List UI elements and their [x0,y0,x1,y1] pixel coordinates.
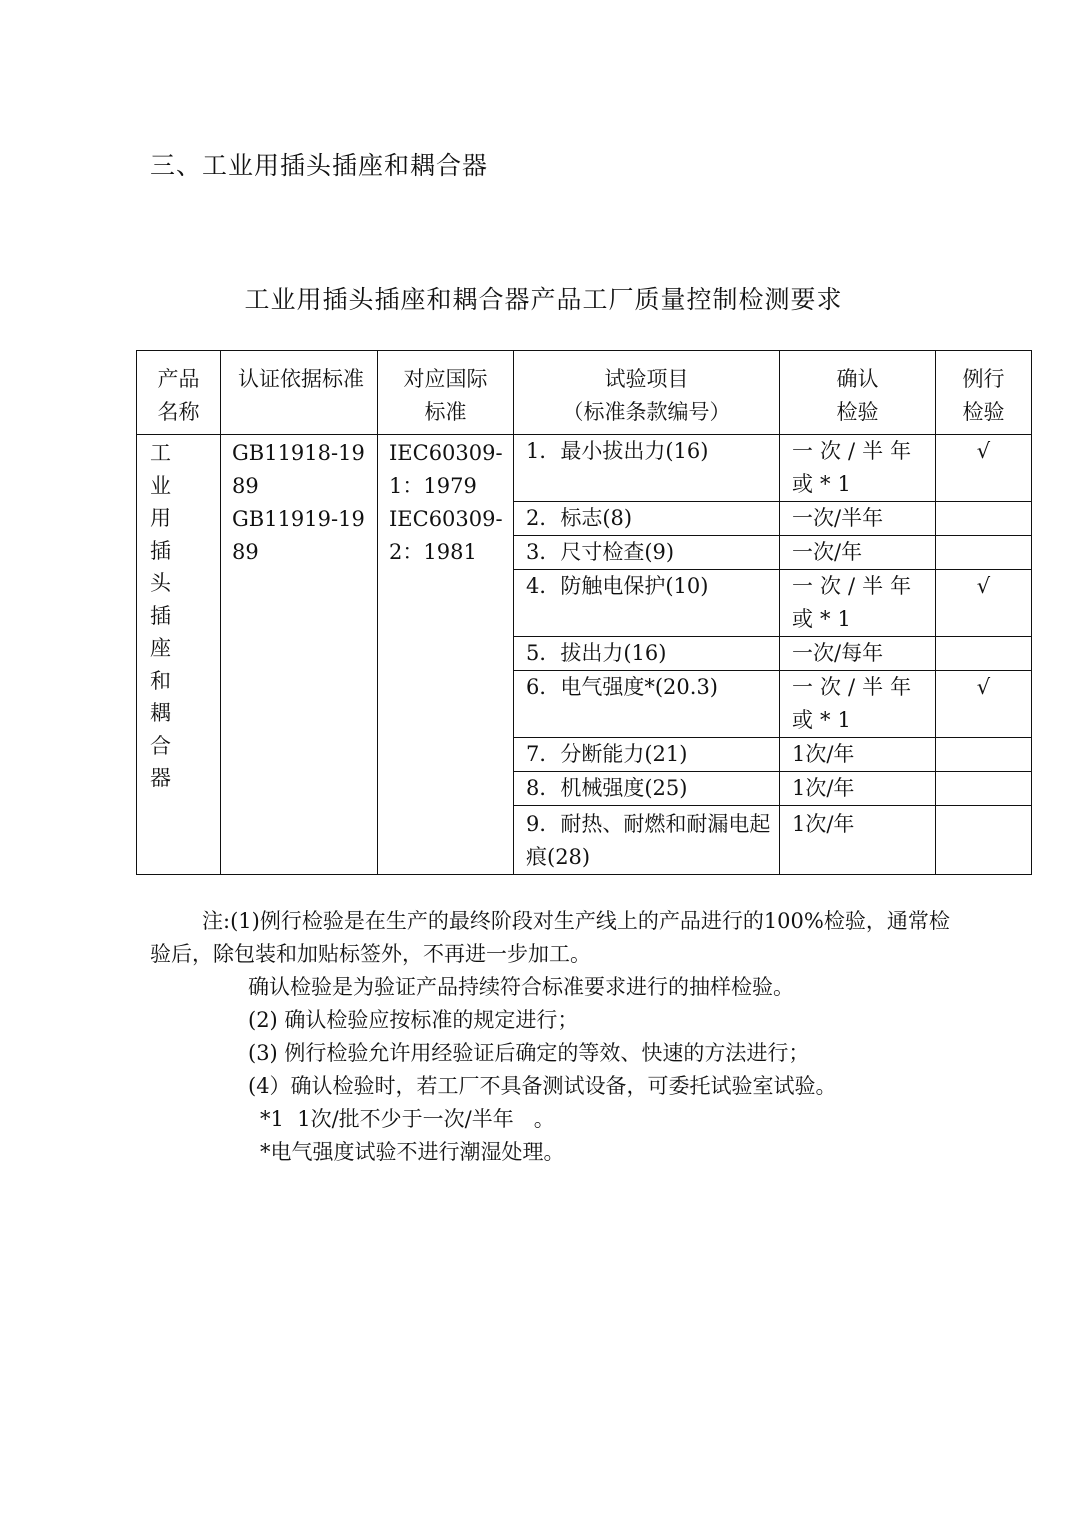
test-item: 5．拔出力(16) [514,637,780,671]
routine-check [936,738,1032,772]
header-routine-test-text: 例行检验 [962,367,1005,424]
standard-2: GB11919-1989 [232,507,365,564]
test-item: 6．电气强度*(20.3) [514,671,780,738]
intl-standard-cell [378,435,514,875]
routine-check: √ [936,570,1032,637]
header-product-name [137,351,221,435]
note-4: (4）确认检验时，若工厂不具备测试设备，可委托试验室试验。 [248,1074,837,1098]
test-frequency: 1次/年 [780,806,936,875]
routine-check [936,806,1032,875]
note-6: *电气强度试验不进行潮湿处理。 [260,1140,565,1164]
header-intl-standard [378,351,514,435]
table-row [137,435,1032,502]
test-frequency: 1次/年 [780,772,936,806]
header-product-name-text: 产品名称 [157,367,200,424]
note-5: *1 1次/批不少于一次/半年 。 [260,1107,555,1131]
notes-section [150,905,970,1169]
note-2: (2) 确认检验应按标准的规定进行； [248,1008,579,1032]
header-test-item-sub: （标准条款编号） [562,400,731,424]
test-frequency: 一次/半年或*1 [780,671,936,738]
test-frequency: 1次/年 [780,738,936,772]
header-test-item [514,351,780,435]
routine-check [936,772,1032,806]
section-heading: 三、工业用插头插座和耦合器 [150,151,489,180]
test-frequency: 一次/每年 [780,637,936,671]
header-routine-test [936,351,1032,435]
header-test-item-text: 试验项目 [604,367,689,391]
test-frequency: 一次/半年或*1 [780,435,936,502]
test-item: 3．尺寸检查(9) [514,536,780,570]
table-title: 工业用插头插座和耦合器产品工厂质量控制检测要求 [244,285,843,314]
test-item: 7．分断能力(21) [514,738,780,772]
standard-cell [221,435,378,875]
test-item: 8．机械强度(25) [514,772,780,806]
header-standard-text: 认证依据标准 [238,367,364,391]
routine-check [936,536,1032,570]
test-frequency: 一次/半年 [780,502,936,536]
routine-check: √ [936,435,1032,502]
header-confirm-test [780,351,936,435]
product-name-cell: 工业用插头插座和耦合器 [137,435,221,875]
intl-standard-1: IEC60309-1：1979 [389,441,503,498]
test-frequency: 一次/半年或*1 [780,570,936,637]
test-frequency: 一次/年 [780,536,936,570]
test-item: 9．耐热、耐燃和耐漏电起痕(28) [514,806,780,875]
table-header-row [137,351,1032,435]
note-1: 注:(1)例行检验是在生产的最终阶段对生产线上的产品进行的100%检验，通常检验后，除包装和加贴标签外，不再进一步加工。 [150,909,950,966]
intl-standard-2: IEC60309-2：1981 [389,507,503,564]
header-confirm-test-text: 确认检验 [836,367,879,424]
header-standard [221,351,378,435]
quality-control-table [136,350,1032,875]
routine-check [936,637,1032,671]
test-item: 1．最小拔出力(16) [514,435,780,502]
header-intl-standard-text: 对应国际标准 [403,367,488,424]
test-item: 4．防触电保护(10) [514,570,780,637]
note-1b: 确认检验是为验证产品持续符合标准要求进行的抽样检验。 [248,975,794,999]
standard-1: GB11918-1989 [232,441,365,498]
note-3: (3) 例行检验允许用经验证后确定的等效、快速的方法进行； [248,1041,810,1065]
routine-check [936,502,1032,536]
routine-check: √ [936,671,1032,738]
test-item: 2．标志(8) [514,502,780,536]
